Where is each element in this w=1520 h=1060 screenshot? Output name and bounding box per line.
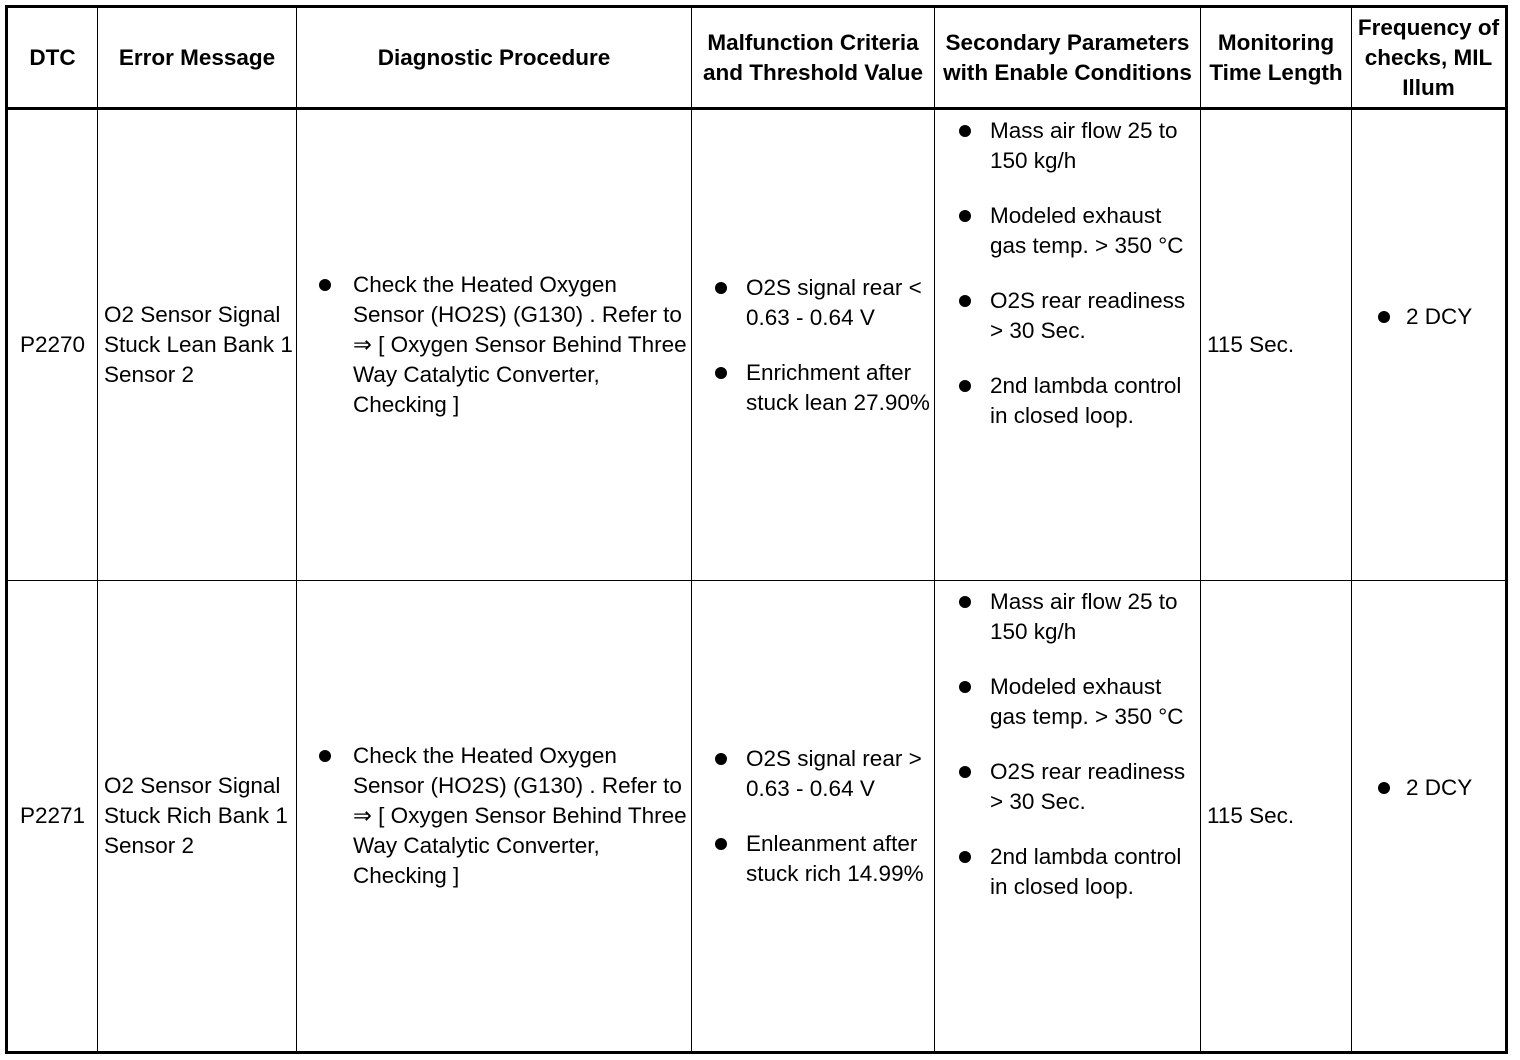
frequency-item — [1406, 773, 1505, 803]
frequency-cell — [1352, 109, 1507, 581]
secondary-item — [990, 116, 1200, 176]
dtc-code: P2270 — [7, 109, 98, 581]
bullet-icon — [1378, 782, 1390, 794]
bullet-icon — [1378, 311, 1390, 323]
bullet-icon — [959, 125, 971, 137]
criteria-text: Enleanment after stuck rich 14.99% — [746, 830, 924, 886]
secondary-text: 2nd lambda control in closed loop. — [990, 844, 1182, 899]
secondary-item — [990, 842, 1200, 902]
secondary-text: O2S rear readiness > 30 Sec. — [990, 759, 1186, 814]
procedure-item — [353, 270, 691, 420]
criteria-text: O2S signal rear > 0.63 - 0.64 V — [746, 745, 922, 801]
header-frequency: Frequency of checks, MIL Illum — [1352, 7, 1507, 109]
error-message: O2 Sensor Signal Stuck Rich Bank 1 Sensor 2 — [98, 581, 297, 1053]
table-row — [7, 581, 1507, 1053]
secondary-item — [990, 286, 1200, 346]
bullet-icon — [319, 279, 331, 291]
criteria-item — [746, 744, 934, 804]
frequency-text: 2 DCY — [1406, 304, 1473, 329]
bullet-icon — [959, 851, 971, 863]
header-row — [7, 7, 1507, 109]
criteria-item — [746, 358, 934, 418]
bullet-icon — [959, 596, 971, 608]
bullet-icon — [715, 367, 727, 379]
secondary-item — [990, 672, 1200, 732]
header-malfunction-criteria: Malfunction Criteria and Threshold Value — [692, 7, 935, 109]
bullet-icon — [959, 210, 971, 222]
bullet-icon — [715, 282, 727, 294]
secondary-item — [990, 757, 1200, 817]
bullet-icon — [959, 295, 971, 307]
criteria-item — [746, 829, 934, 889]
bullet-icon — [959, 766, 971, 778]
secondary-text: Mass air flow 25 to 150 kg/h — [990, 589, 1178, 644]
bullet-icon — [319, 750, 331, 762]
secondary-item — [990, 587, 1200, 647]
bullet-icon — [715, 753, 727, 765]
malfunction-criteria — [692, 581, 935, 1053]
secondary-parameters — [935, 581, 1201, 1053]
error-message: O2 Sensor Signal Stuck Lean Bank 1 Sensor 2 — [98, 109, 297, 581]
secondary-text: 2nd lambda control in closed loop. — [990, 373, 1182, 428]
criteria-text: O2S signal rear < 0.63 - 0.64 V — [746, 274, 922, 330]
header-dtc: DTC — [7, 7, 98, 109]
bullet-icon — [715, 838, 727, 850]
bullet-icon — [959, 380, 971, 392]
monitoring-time: 115 Sec. — [1201, 581, 1352, 1053]
diagnostic-procedure — [297, 581, 692, 1053]
diagnostic-procedure — [297, 109, 692, 581]
header-diagnostic-procedure: Diagnostic Procedure — [297, 7, 692, 109]
secondary-item — [990, 201, 1200, 261]
procedure-text: Check the Heated Oxygen Sensor (HO2S) (G130) . Refer to ⇒ [ Oxygen Sensor Behind Three Way Catalytic Converter, Checking ] — [353, 743, 687, 888]
secondary-text: Mass air flow 25 to 150 kg/h — [990, 118, 1178, 173]
criteria-item — [746, 273, 934, 333]
secondary-item — [990, 371, 1200, 431]
frequency-text: 2 DCY — [1406, 775, 1473, 800]
header-monitoring-time: Monitoring Time Length — [1201, 7, 1352, 109]
secondary-text: O2S rear readiness > 30 Sec. — [990, 288, 1186, 343]
frequency-cell — [1352, 581, 1507, 1053]
header-error-message: Error Message — [98, 7, 297, 109]
secondary-text: Modeled exhaust gas temp. > 350 °C — [990, 674, 1184, 729]
procedure-item — [353, 741, 691, 891]
criteria-text: Enrichment after stuck lean 27.90% — [746, 359, 930, 415]
secondary-parameters — [935, 109, 1201, 581]
header-secondary-parameters: Secondary Parameters with Enable Conditions — [935, 7, 1201, 109]
frequency-item — [1406, 302, 1505, 332]
monitoring-time: 115 Sec. — [1201, 109, 1352, 581]
malfunction-criteria — [692, 109, 935, 581]
procedure-text: Check the Heated Oxygen Sensor (HO2S) (G130) . Refer to ⇒ [ Oxygen Sensor Behind Three Way Catalytic Converter, Checking ] — [353, 272, 687, 417]
dtc-table — [5, 5, 1508, 1054]
bullet-icon — [959, 681, 971, 693]
secondary-text: Modeled exhaust gas temp. > 350 °C — [990, 203, 1184, 258]
table-row — [7, 109, 1507, 581]
dtc-code: P2271 — [7, 581, 98, 1053]
